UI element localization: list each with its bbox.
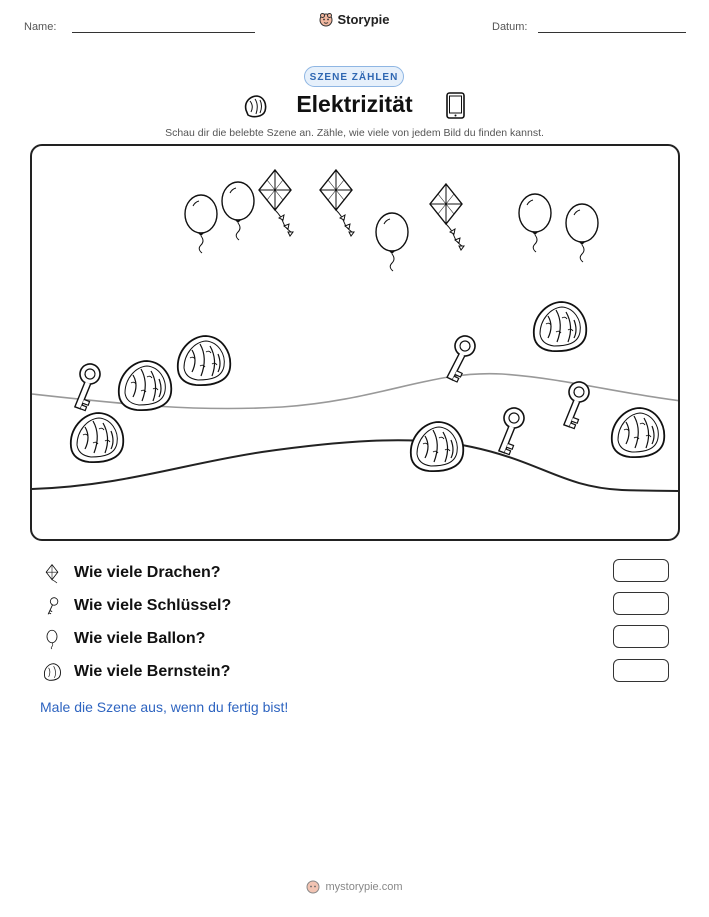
- name-label: Name:: [24, 21, 57, 33]
- kite: [430, 184, 464, 250]
- balloon: [566, 204, 598, 262]
- amber-icon: [42, 661, 62, 683]
- storypie-mascot-icon: [319, 13, 333, 27]
- question-text: Wie viele Drachen?: [74, 564, 221, 581]
- brand-logo: [0, 12, 709, 30]
- kite: [259, 170, 293, 236]
- balloon: [519, 194, 551, 252]
- amber: [119, 361, 171, 410]
- question-keys: [42, 594, 231, 618]
- question-kites: [42, 561, 221, 585]
- footer: [0, 880, 709, 897]
- key: [68, 361, 103, 411]
- kite-icon: [42, 562, 62, 584]
- amber: [411, 422, 463, 471]
- coloring-note: Male die Szene aus, wenn du fertig bist!: [40, 699, 289, 715]
- amber: [534, 302, 586, 351]
- amber: [71, 413, 123, 462]
- worksheet-type-badge: SZENE ZÄHLEN: [304, 66, 404, 87]
- page-title: Elektrizität: [296, 91, 413, 117]
- name-line[interactable]: [72, 32, 255, 33]
- amber: [612, 408, 664, 457]
- ground-line-front: [32, 440, 680, 491]
- key-icon: [42, 595, 62, 617]
- key: [557, 379, 592, 429]
- kite: [320, 170, 354, 236]
- question-text: Wie viele Bernstein?: [74, 663, 231, 680]
- answer-box-amber[interactable]: [613, 659, 669, 682]
- answer-box-keys[interactable]: [613, 592, 669, 615]
- key: [441, 333, 479, 383]
- balloon: [376, 213, 408, 271]
- scene-drawing: [32, 146, 680, 541]
- question-balloons: [42, 627, 205, 651]
- brand-name: Storypie: [337, 12, 390, 27]
- amber: [178, 336, 230, 385]
- storypie-mascot-icon: [306, 880, 320, 894]
- balloon: [185, 195, 217, 253]
- date-line[interactable]: [538, 32, 686, 33]
- balloon-icon: [42, 628, 62, 650]
- key: [492, 405, 527, 455]
- question-text: Wie viele Ballon?: [74, 630, 206, 647]
- question-text: Wie viele Schlüssel?: [74, 597, 232, 614]
- answer-box-kites[interactable]: [613, 559, 669, 582]
- phone-icon: [444, 91, 468, 126]
- answer-box-balloons[interactable]: [613, 625, 669, 648]
- date-label: Datum:: [492, 21, 528, 33]
- balloon: [222, 182, 254, 240]
- footer-url[interactable]: mystorypie.com: [325, 881, 403, 893]
- instructions: Schau dir die belebte Szene an. Zähle, wie viele von jedem Bild du finden kannst.: [165, 127, 544, 139]
- question-amber: [42, 660, 230, 684]
- counting-scene: [30, 144, 680, 541]
